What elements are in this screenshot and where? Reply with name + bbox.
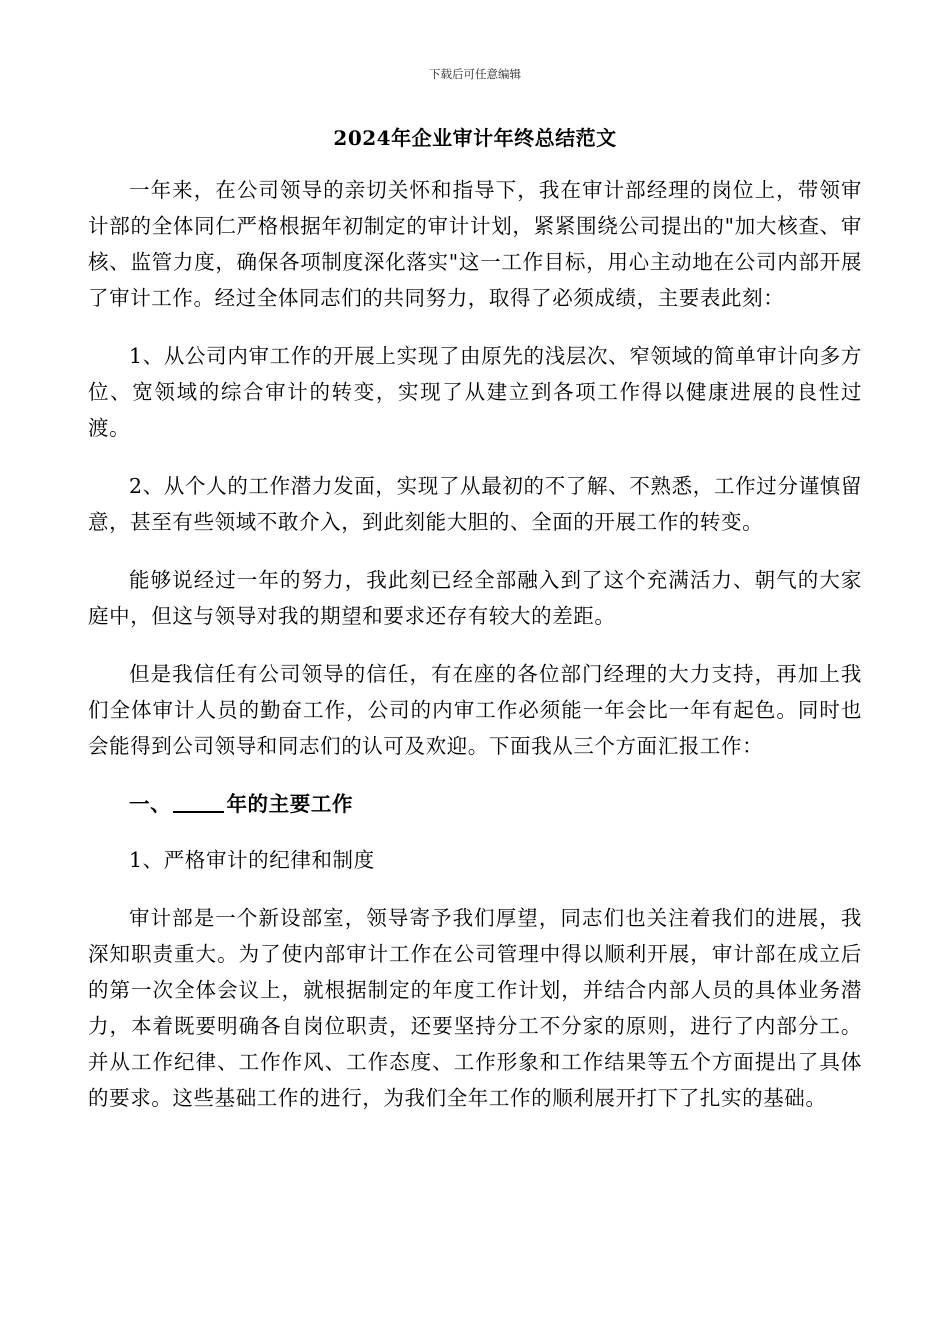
year-blank — [173, 791, 224, 814]
paragraph-point-1: 1、从公司内审工作的开展上实现了由原先的浅层次、窄领域的简单审计向多方位、宽领域的综合审计的转变，实现了从建立到各项工作得以健康进展的良性过渡。 — [88, 344, 862, 440]
section-heading-prefix: 一、 — [129, 792, 172, 816]
paragraph-closing: 审计部是一个新设部室，领导寄予我们厚望，同志们也关注着我们的进展，我深知职责重大。为了使内部审计工作在公司管理中得以顺利开展，审计部在成立后的第一次全体会议上，就根据制定的年度工作计划，并结合内部人员的具体业务潜力，本着既要明确各自岗位职责，还要坚持分工不分家的原则，进行了内部分工。并从工作纪律、工作作风、工作态度、工作形象和工作结果等五个方面提出了具体的要求。这些基础工作的进行，为我们全年工作的顺利展开打下了扎实的基础。 — [88, 906, 862, 1110]
section-heading-suffix: 年的主要工作 — [226, 792, 354, 816]
section-heading — [88, 786, 862, 822]
document-title: 2024年企业审计年终总结范文 — [333, 126, 617, 150]
subheading: 1、严格审计的纪律和制度 — [129, 848, 375, 872]
paragraph-reflection: 能够说经过一年的努力，我此刻已经全部融入到了这个充满活力、朝气的大家庭中，但这与领导对我的期望和要求还存有较大的差距。 — [88, 568, 862, 628]
paragraph-intro: 一年来，在公司领导的亲切关怀和指导下，我在审计部经理的岗位上，带领审计部的全体同仁严格根据年初制定的审计计划，紧紧围绕公司提出的"加大核查、审核、监管力度，确保各项制度深化落实"这一工作目标，用心主动地在公司内部开展了审计工作。经过全体同志们的共同努力，取得了必须成绩，主要表此刻： — [88, 178, 862, 310]
paragraph-outlook: 但是我信任有公司领导的信任，有在座的各位部门经理的大力支持，再加上我们全体审计人员的勤奋工作，公司的内审工作必须能一年会比一年有起色。同时也会能得到公司领导和同志们的认可及欢迎。下面我从三个方面汇报工作： — [88, 662, 862, 758]
paragraph-point-2: 2、从个人的工作潜力发面，实现了从最初的不了解、不熟悉，工作过分谨慎留意，甚至有些领域不敢介入，到此刻能大胆的、全面的开展工作的转变。 — [88, 474, 862, 534]
document-body — [88, 172, 862, 1138]
header-note: 下载后可任意编辑 — [429, 67, 521, 81]
